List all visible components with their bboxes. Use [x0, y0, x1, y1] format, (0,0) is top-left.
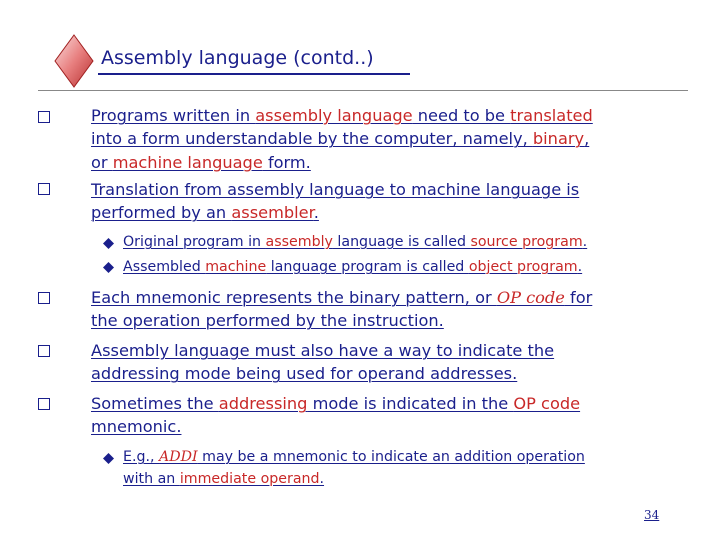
- text-segment: addressing: [218, 394, 308, 413]
- text-segment: OP code: [513, 394, 581, 413]
- text-segment: assembler: [231, 203, 314, 223]
- text-segment: .: [319, 471, 325, 487]
- text-line: [91, 201, 579, 224]
- checkbox-bullet-icon: [38, 398, 50, 410]
- text-line: [123, 468, 585, 490]
- text-line: [91, 362, 554, 385]
- bullet-programs: [91, 104, 593, 174]
- text-line: [91, 127, 593, 150]
- text-line: [91, 309, 592, 332]
- text-segment: into a form understandable by the computer, namely,: [91, 129, 533, 149]
- slide-title: Assembly language (contd..): [101, 47, 374, 69]
- text-segment: object program: [468, 259, 578, 275]
- text-line: [91, 104, 593, 127]
- text-segment: ADDI: [159, 449, 198, 465]
- header-divider: [38, 90, 688, 91]
- bullet-op-code-mnemonic: [91, 392, 580, 439]
- text-segment: language program is called: [266, 259, 469, 275]
- text-segment: Programs written in: [91, 106, 256, 125]
- bullet-addressing-mode: [91, 339, 554, 386]
- text-segment: binary: [532, 129, 585, 149]
- text-segment: .: [582, 234, 588, 250]
- text-segment: form.: [262, 152, 311, 172]
- checkbox-bullet-icon: [38, 183, 50, 195]
- text-segment: source program: [470, 234, 583, 250]
- text-segment: machine: [205, 259, 267, 275]
- text-segment: Assembly language must also have a way to indicate the: [91, 341, 555, 360]
- text-segment: Original program in: [123, 234, 266, 250]
- text-segment: language is called: [332, 234, 471, 250]
- text-line: [91, 178, 579, 201]
- text-segment: for: [564, 288, 593, 307]
- text-segment: assembly: [265, 234, 333, 250]
- text-segment: need to be: [412, 106, 511, 125]
- text-line: [91, 286, 592, 309]
- text-segment: addressing mode being used for operand addresses.: [91, 364, 518, 384]
- text-segment: Translation from assembly language to machine language is: [91, 180, 580, 199]
- text-segment: ,: [584, 129, 590, 149]
- title-underline: [98, 73, 410, 75]
- text-segment: the operation performed by the instruction.: [91, 311, 444, 331]
- text-line: [91, 151, 593, 174]
- text-line: [91, 339, 554, 362]
- text-line: [123, 256, 582, 278]
- text-segment: or: [91, 152, 113, 172]
- text-segment: immediate operand: [179, 471, 320, 487]
- subbullet-source-program: [123, 231, 587, 253]
- text-segment: machine language: [112, 152, 263, 172]
- text-segment: Sometimes the: [91, 394, 219, 413]
- text-segment: mode is indicated in the: [307, 394, 514, 413]
- text-segment: .: [577, 259, 583, 275]
- bullet-mnemonic: [91, 286, 592, 333]
- diamond-bullet-icon: [103, 262, 114, 273]
- checkbox-bullet-icon: [38, 111, 50, 123]
- text-segment: E.g.,: [123, 449, 160, 465]
- text-line: [91, 392, 580, 415]
- text-segment: with an: [123, 471, 180, 487]
- text-segment: performed by an: [91, 203, 232, 223]
- checkbox-bullet-icon: [38, 292, 50, 304]
- text-segment: assembly language: [255, 106, 413, 125]
- text-segment: mnemonic.: [91, 417, 182, 437]
- text-segment: translated: [510, 106, 593, 125]
- diamond-bullet-icon: [103, 238, 114, 249]
- subbullet-addi-example: [123, 446, 585, 490]
- text-segment: may be a mnemonic to indicate an addition operation: [197, 449, 585, 465]
- subbullet-object-program: [123, 256, 582, 278]
- text-line: [91, 415, 580, 438]
- diamond-icon: [52, 33, 96, 89]
- text-segment: .: [313, 203, 319, 223]
- page-number: 34: [644, 508, 660, 522]
- checkbox-bullet-icon: [38, 345, 50, 357]
- text-segment: Each mnemonic represents the binary pattern, or: [91, 288, 497, 307]
- bullet-translation: [91, 178, 579, 225]
- text-segment: Assembled: [123, 259, 206, 275]
- diamond-bullet-icon: [103, 453, 114, 464]
- text-segment: OP code: [496, 288, 565, 307]
- text-line: [123, 231, 587, 253]
- text-line: [123, 446, 585, 468]
